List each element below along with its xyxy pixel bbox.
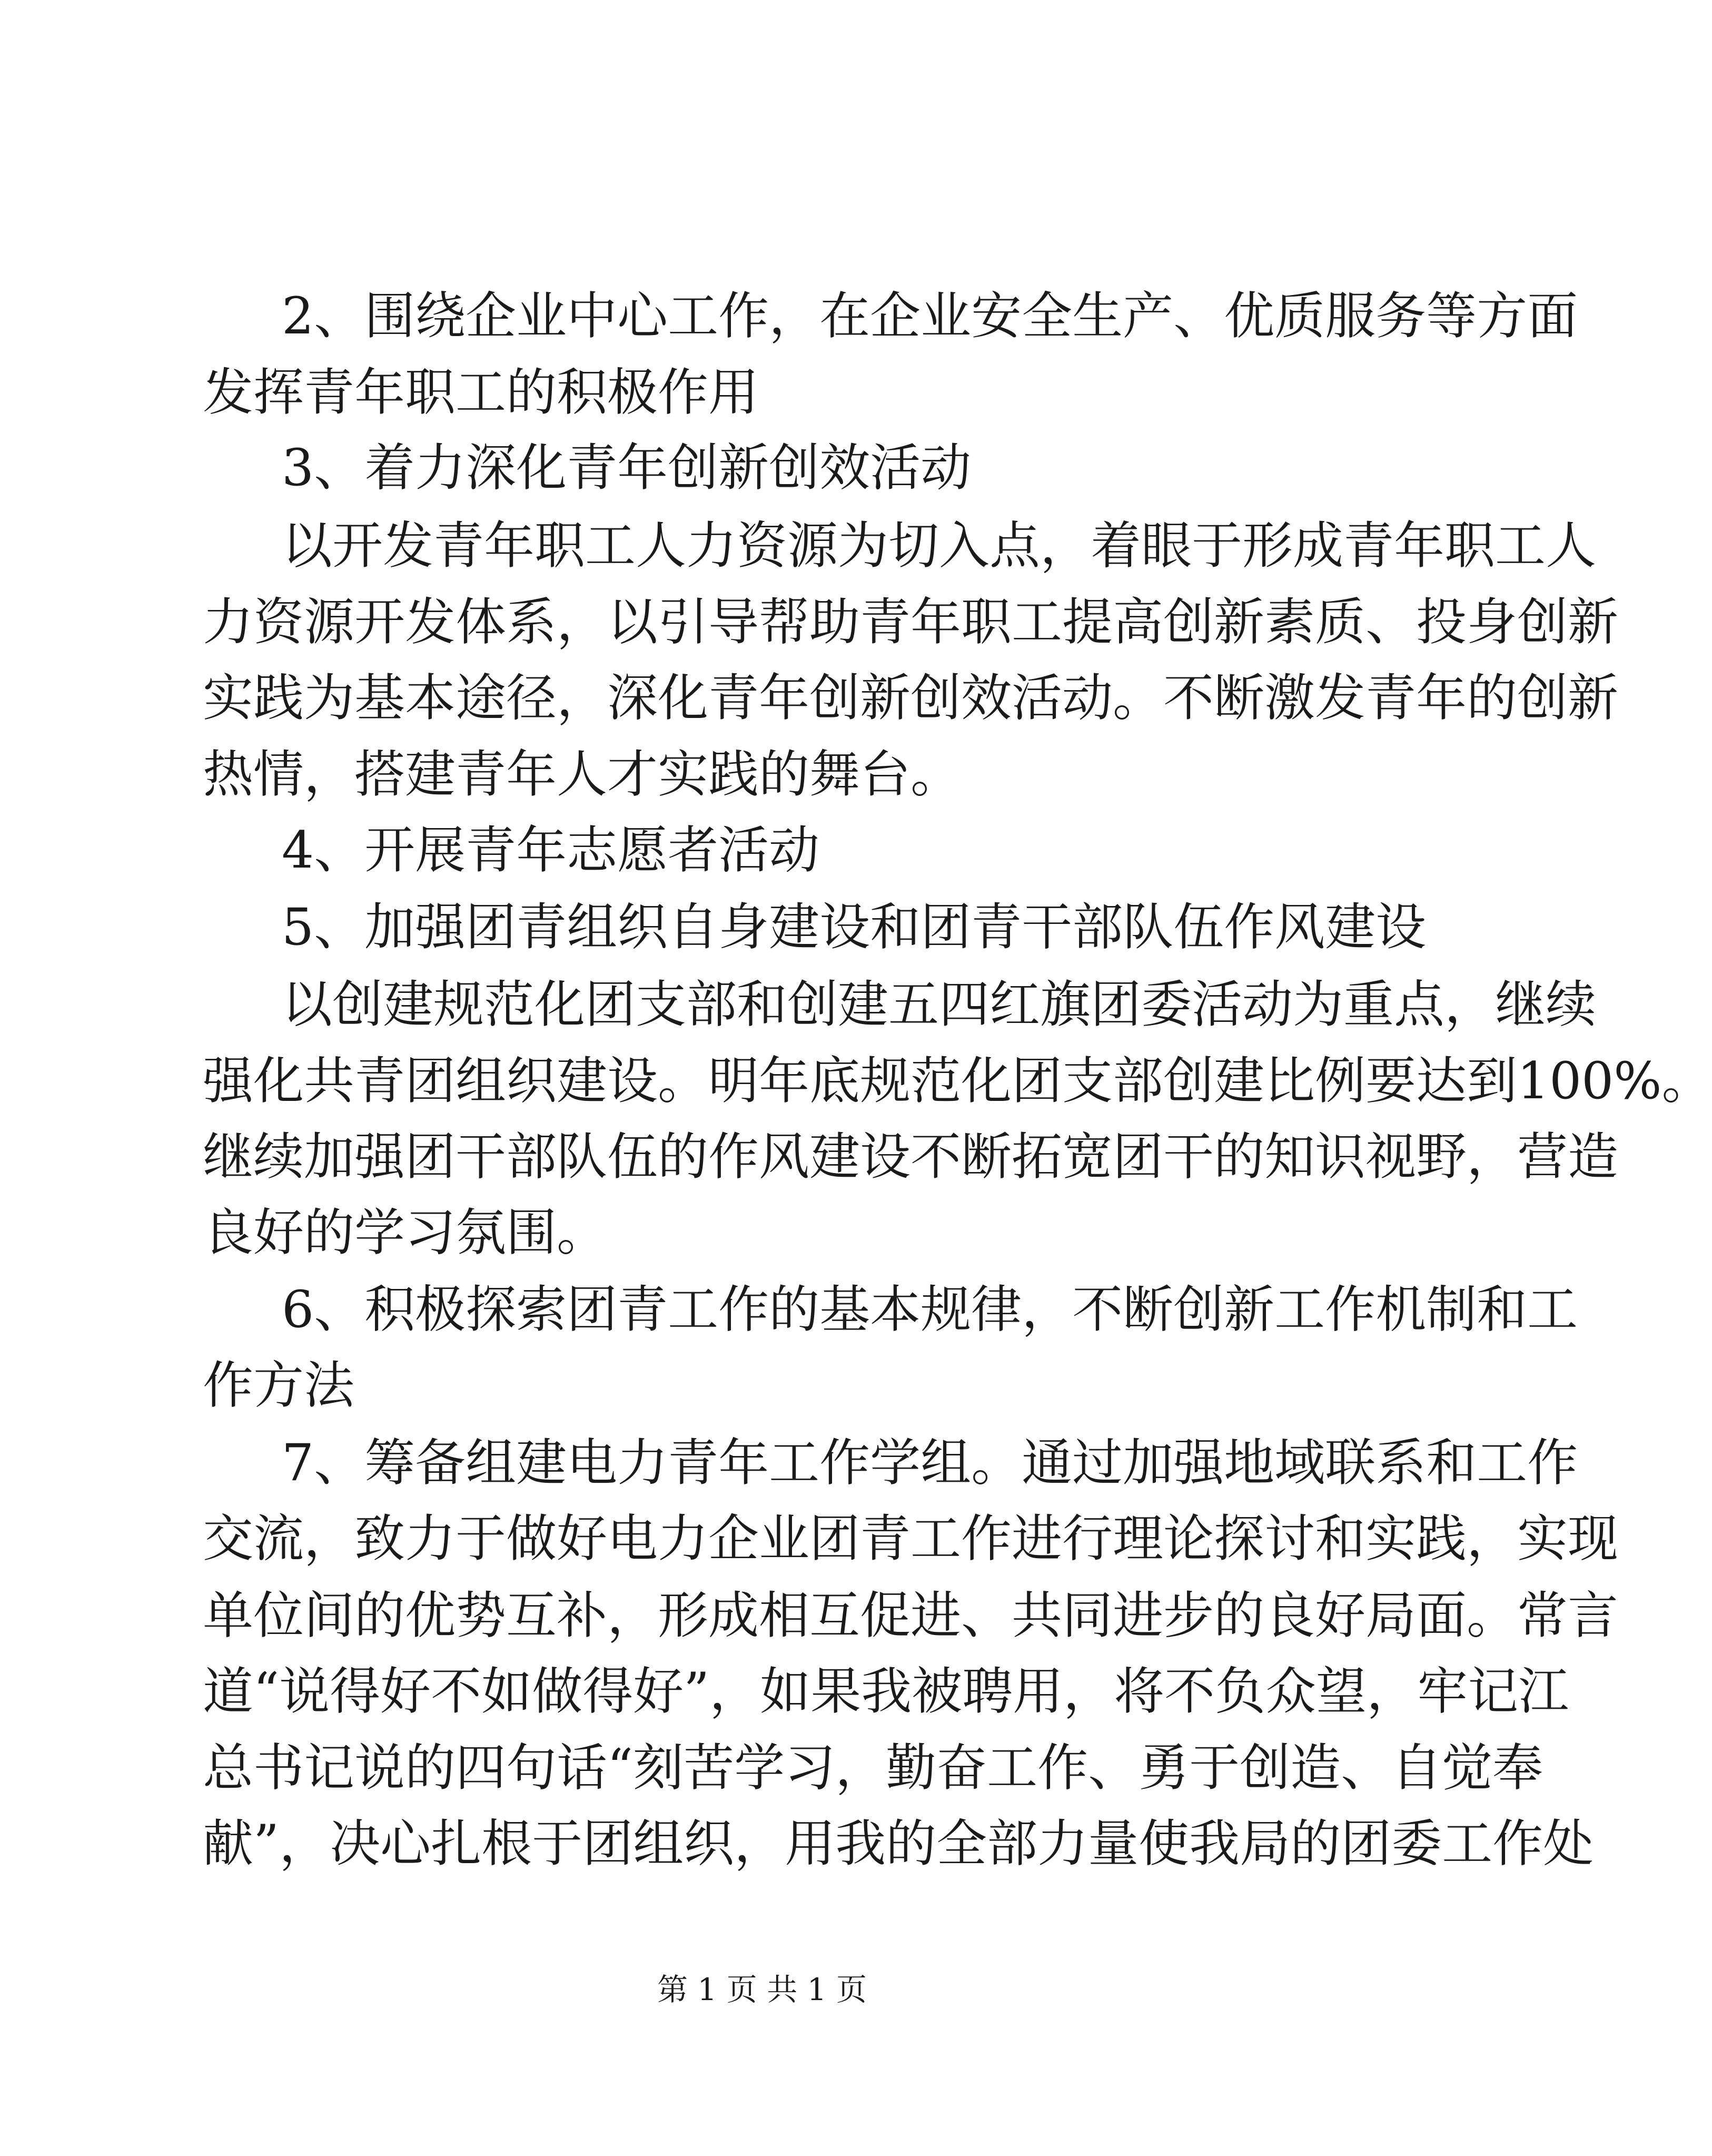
text-line: 5、加强团青组织自身建设和团青干部队伍作风建设 <box>282 898 1427 957</box>
text-line: 3、着力深化青年创新创效活动 <box>282 438 972 497</box>
text-line: 献”，决心扎根于团组织，用我的全部力量使我局的团委工作处 <box>203 1814 1594 1873</box>
text-line: 强化共青团组织建设。明年底规范化团支部创建比例要达到100%。 <box>203 1051 1712 1110</box>
text-line: 4、开展青年志愿者活动 <box>282 821 820 880</box>
text-line: 交流，致力于做好电力企业团青工作进行理论探讨和实践，实现 <box>203 1509 1618 1568</box>
text-line: 力资源开发体系，以引导帮助青年职工提高创新素质、投身创新 <box>203 593 1618 652</box>
text-line: 以开发青年职工人力资源为切入点，着眼于形成青年职工人 <box>282 516 1596 575</box>
text-line: 6、积极探索团青工作的基本规律，不断创新工作机制和工 <box>282 1280 1578 1339</box>
text-line: 良好的学习氛围。 <box>203 1203 607 1262</box>
text-line: 单位间的优势互补，形成相互促进、共同进步的良好局面。常言 <box>203 1586 1618 1645</box>
text-line: 7、筹备组建电力青年工作学组。通过加强地域联系和工作 <box>282 1433 1578 1492</box>
text-line: 发挥青年职工的积极作用 <box>203 363 759 422</box>
text-line: 总书记说的四句话“刻苦学习，勤奋工作、勇于创造、自觉奉 <box>203 1738 1543 1797</box>
page-footer: 第 1 页 共 1 页 <box>657 1972 867 2007</box>
text-line: 以创建规范化团支部和创建五四红旗团委活动为重点，继续 <box>282 975 1596 1034</box>
text-line: 热情，搭建青年人才实践的舞台。 <box>203 745 961 804</box>
text-line: 作方法 <box>203 1356 354 1415</box>
text-line: 实践为基本途径，深化青年创新创效活动。不断激发青年的创新 <box>203 668 1618 727</box>
text-line: 道“说得好不如做得好”，如果我被聘用，将不负众望，牢记江 <box>203 1662 1569 1721</box>
text-line: 2、围绕企业中心工作，在企业安全生产、优质服务等方面 <box>282 287 1578 346</box>
text-line: 继续加强团干部队伍的作风建设不断拓宽团干的知识视野，营造 <box>203 1127 1618 1186</box>
